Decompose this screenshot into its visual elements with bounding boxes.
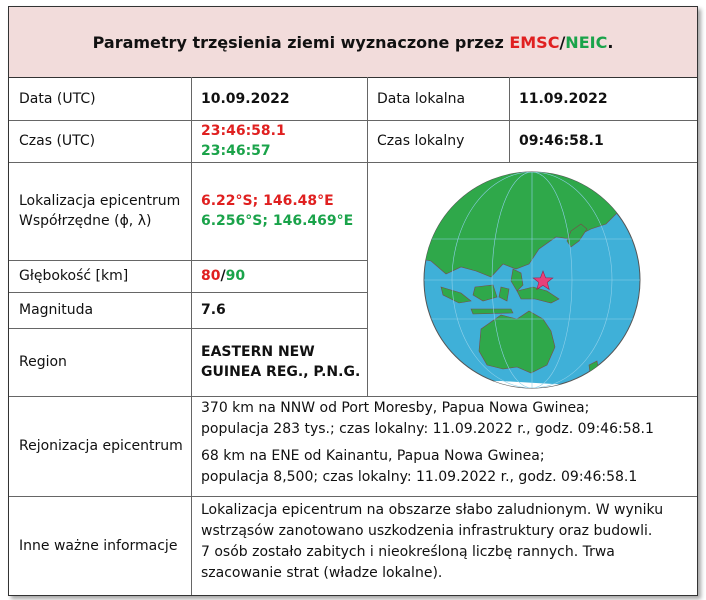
depth-neic: 90 [225, 268, 246, 284]
regionalization-line3: 68 km na ENE od Kainantu, Papua Nowa Gwinea; [201, 448, 545, 464]
header-emsc: EMSC [509, 32, 560, 52]
header-slash: / [559, 32, 566, 52]
other-info-line3: 7 osób zostało zabitych i nieokreśloną liczbę rannych. Trwa [201, 544, 615, 560]
region-value [191, 328, 367, 396]
region-label: Region [19, 354, 67, 370]
regionalization-line4: populacja 8,500; czas lokalny: 11.09.2022 r., godz. 09:46:58.1 [201, 469, 638, 485]
land-masses [421, 169, 643, 391]
location-label-line2: Współrzędne (ϕ, λ) [19, 213, 152, 229]
location-label [9, 162, 191, 260]
header-title-prefix: Parametry trzęsienia ziemi wyznaczone przez [92, 32, 510, 52]
time-local-value: 09:46:58.1 [519, 133, 604, 149]
region-value-line1: EASTERN NEW [201, 344, 315, 360]
magnitude-value: 7.6 [201, 302, 226, 318]
regionalization-text [191, 398, 697, 496]
regionalization-line2: populacja 283 tys.; czas lokalny: 11.09.2022 r., godz. 09:46:58.1 [201, 421, 654, 437]
header-neic: NEIC [565, 32, 608, 52]
regionalization-line1: 370 km na NNW od Port Moresby, Papua Nowa Gwinea; [201, 400, 590, 416]
depth-value [191, 260, 367, 292]
other-info-line1: Lokalizacja epicentrum na obszarze słabo zaludnionym. W wyniku [201, 502, 664, 518]
date-local-label: Data lokalna [377, 90, 466, 107]
time-local-label: Czas lokalny [377, 133, 465, 149]
date-utc-value: 10.09.2022 [201, 90, 290, 107]
magnitude-label: Magnituda [19, 302, 94, 318]
location-emsc: 6.22°S; 146.48°E [201, 193, 334, 209]
depth-emsc: 80 [201, 268, 221, 284]
location-label-line1: Lokalizacja epicentrum [19, 193, 181, 209]
time-utc-neic: 23:46:57 [201, 143, 271, 159]
table-header [9, 7, 697, 78]
time-utc-value [191, 120, 367, 162]
date-utc-label: Data (UTC) [19, 90, 96, 107]
other-info-line4: szacowanie strat (władze lokalne). [201, 565, 443, 581]
date-local-value: 11.09.2022 [519, 90, 608, 107]
earthquake-parameters-table [8, 6, 698, 596]
time-utc-label: Czas (UTC) [19, 133, 96, 149]
globe-map [421, 169, 643, 391]
location-neic: 6.256°S; 146.469°E [201, 213, 354, 229]
header-dot: . [607, 32, 614, 52]
other-info-text [191, 500, 697, 595]
regionalization-label: Rejonizacja epicentrum [19, 438, 183, 454]
depth-label: Głębokość [km] [19, 268, 129, 284]
depth-slash: / [220, 268, 226, 284]
other-info-label: Inne ważne informacje [19, 537, 178, 554]
time-utc-emsc: 23:46:58.1 [201, 123, 286, 139]
other-info-line2: wstrząsów zanotowano uszkodzenia infrastruktury oraz budowli. [201, 523, 653, 539]
location-value [191, 162, 367, 260]
header-title [93, 33, 614, 52]
region-value-line2: GUINEA REG., P.N.G. [201, 364, 361, 380]
